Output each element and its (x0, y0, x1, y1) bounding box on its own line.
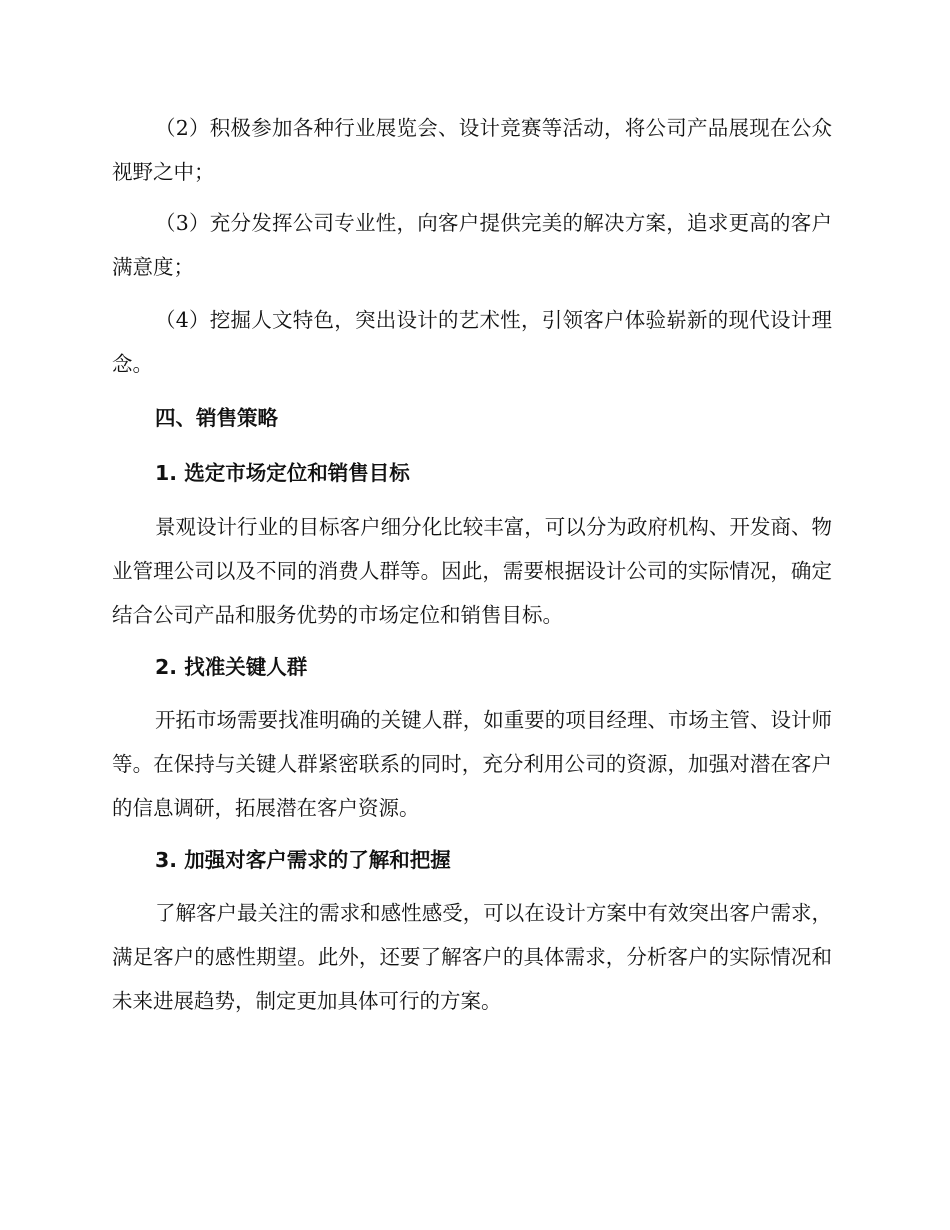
subsection-2-heading (112, 645, 832, 689)
subsection-1-body (112, 505, 832, 637)
paragraph-item-4: （4）挖掘人文特色，突出设计的艺术性，引领客户体验崭新的现代设计理念。 (112, 308, 832, 376)
list-item-2 (112, 106, 832, 194)
body-paragraph: 了解客户最关注的需求和感性感受，可以在设计方案中有效突出客户需求，满足客户的感性期望。此外，还要了解客户的具体需求，分析客户的实际情况和未来进展趋势，制定更加具体可行的方案。 (112, 901, 832, 1013)
subsection-1-heading (112, 451, 832, 495)
subsection-title: 2. 找准关键人群 (155, 655, 308, 679)
section-heading (112, 396, 832, 440)
section-title: 四、销售策略 (155, 406, 278, 430)
subsection-3-body (112, 891, 832, 1023)
paragraph-item-3: （3）充分发挥公司专业性，向客户提供完美的解决方案，追求更高的客户满意度； (112, 211, 832, 279)
body-paragraph: 开拓市场需要找准明确的关键人群，如重要的项目经理、市场主管、设计师等。在保持与关键人群紧密联系的同时，充分利用公司的资源，加强对潜在客户的信息调研，拓展潜在客户资源。 (112, 708, 832, 820)
body-paragraph: 景观设计行业的目标客户细分化比较丰富，可以分为政府机构、开发商、物业管理公司以及不同的消费人群等。因此，需要根据设计公司的实际情况，确定结合公司产品和服务优势的市场定位和销售目标。 (112, 515, 832, 627)
paragraph-item-2: （2）积极参加各种行业展览会、设计竞赛等活动，将公司产品展现在公众视野之中； (112, 116, 832, 184)
subsection-2-body (112, 698, 832, 830)
subsection-3-heading (112, 838, 832, 882)
subsection-title: 1. 选定市场定位和销售目标 (155, 461, 410, 485)
subsection-title: 3. 加强对客户需求的了解和把握 (155, 848, 451, 872)
list-item-4 (112, 298, 832, 386)
list-item-3 (112, 201, 832, 289)
